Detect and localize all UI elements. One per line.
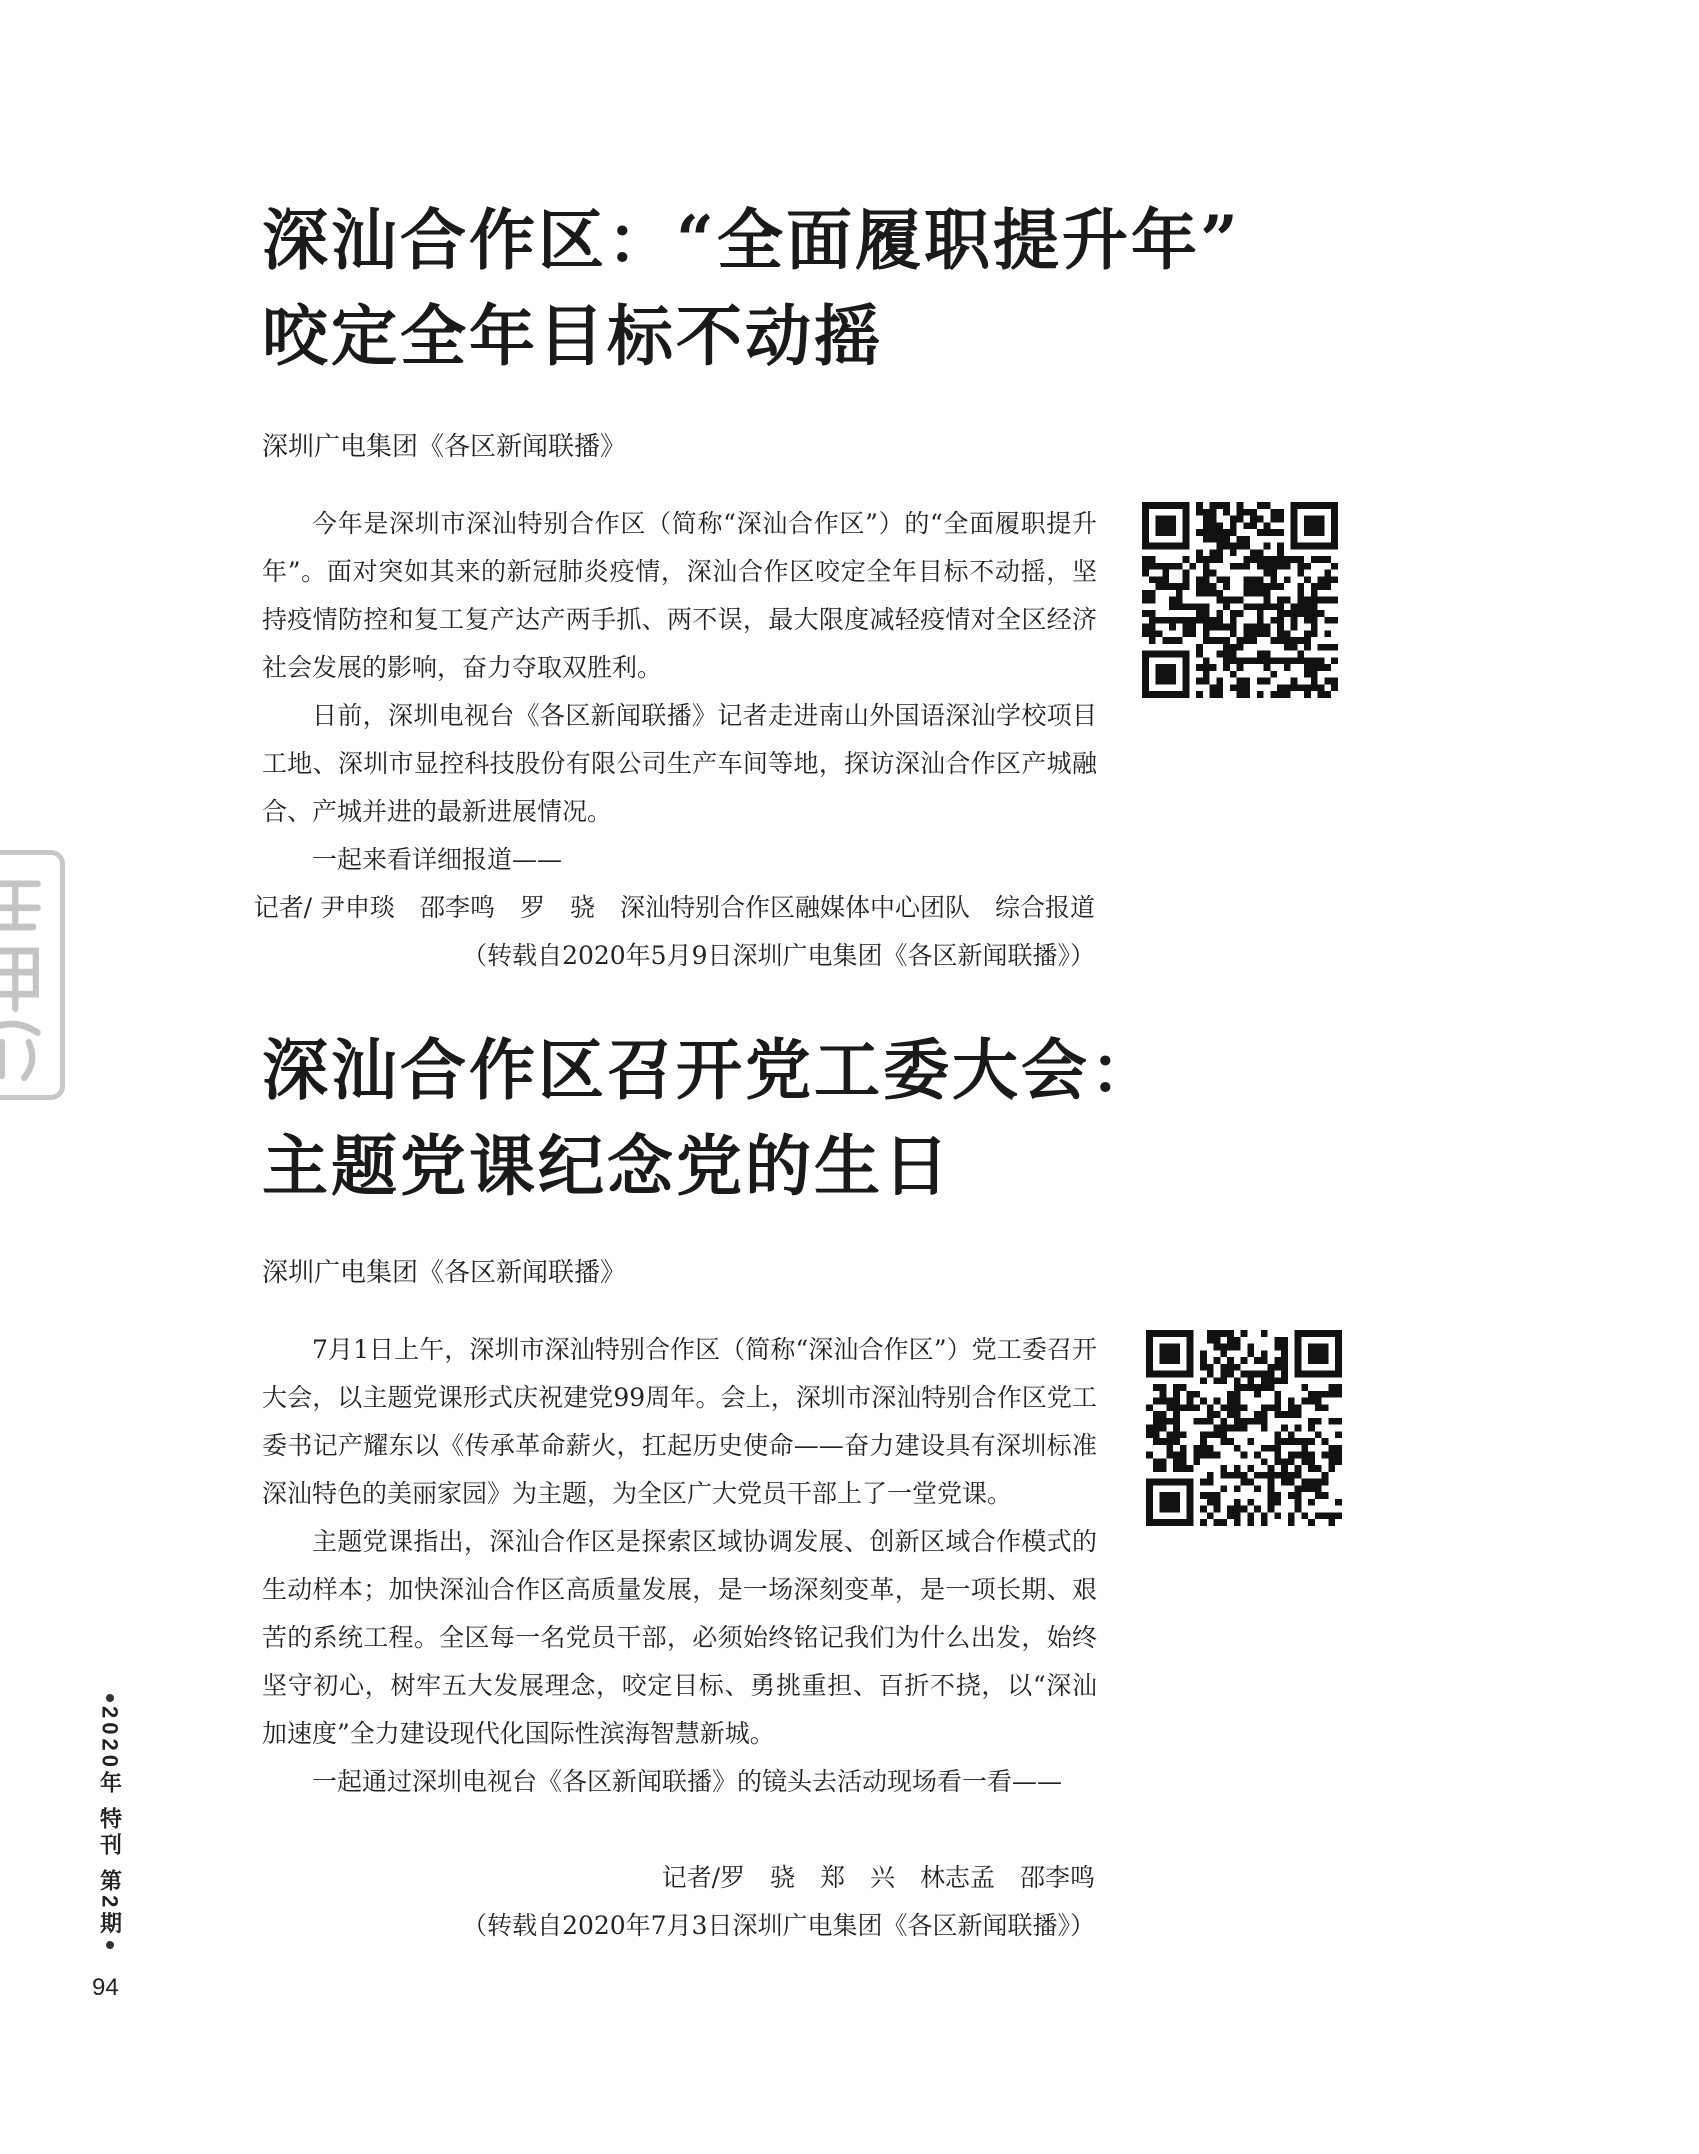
article-1-paragraph-3: 一起来看详细报道—— [312, 845, 563, 874]
article-1-paragraph-2: 日前，深圳电视台《各区新闻联播》记者走进南山外国语深汕学校项目工地、深圳市显控科技股份有限公司生产车间等地，探访深汕合作区产城融合、产城并进的最新进展情况。 [262, 701, 1097, 826]
article-2-title-line-1: 深汕合作区召开党工委大会： [262, 1031, 1159, 1109]
qr-code-icon[interactable] [1142, 502, 1338, 698]
page-number: 94 [92, 1974, 119, 2001]
article-2-reprint-note: （转载自2020年7月3日深圳广电集团《各区新闻联播》） [462, 1911, 1095, 1940]
article-1-title-line-1: 深汕合作区：“全面履职提升年” [262, 201, 1241, 279]
article-2-paragraph-2: 主题党课指出，深汕合作区是探索区域协调发展、创新区域合作模式的生动样本；加快深汕合作区高质量发展，是一场深刻变革，是一项长期、艰苦的系统工程。全区每一名党员干部，必须始终铭记我们为什么出发，始终坚守初心，树牢五大发展理念，咬定目标、勇挑重担、百折不挠，以“深汕加速度”全力建设现代化国际性滨海智慧新城。 [262, 1527, 1097, 1748]
article-1-title-line-2: 咬定全年目标不动摇 [262, 297, 883, 375]
article-2-source: 深圳广电集团《各区新闻联播》 [262, 1258, 627, 1288]
bullet-dot-icon [106, 1941, 114, 1949]
seal-stamp-icon [0, 850, 65, 1100]
qr-code-icon [1142, 502, 1338, 698]
article-2-reporters: 记者/罗 骁 郑 兴 林志孟 邵李鸣 [661, 1863, 1095, 1892]
article-1-source: 深圳广电集团《各区新闻联播》 [262, 432, 627, 462]
article-1-reporters: 记者/ 尹申琰 邵李鸣 罗 骁 深汕特别合作区融媒体中心团队 综合报道 [253, 893, 1095, 922]
article-2-title-line-2: 主题党课纪念党的生日 [262, 1127, 952, 1205]
bullet-dot-icon [106, 1694, 114, 1702]
article-2-paragraph-3: 一起通过深圳电视台《各区新闻联播》的镜头去活动现场看一看—— [312, 1767, 1063, 1796]
article-2-paragraph-1: 7月1日上午，深圳市深汕特别合作区（简称“深汕合作区”）党工委召开大会，以主题党课形式庆祝建党99周年。会上，深圳市深汕特别合作区党工委书记产耀东以《传承革命薪火，扛起历史使命——奋力建设具有深圳标准深汕特色的美丽家园》为主题，为全区广大党员干部上了一堂党课。 [262, 1335, 1097, 1508]
article-1-reprint-note: （转载自2020年5月9日深圳广电集团《各区新闻联播》） [462, 941, 1095, 970]
qr-code-icon[interactable] [1146, 1330, 1342, 1526]
issue-label [95, 1690, 125, 1953]
article-1-paragraph-1: 今年是深圳市深汕特别合作区（简称“深汕合作区”）的“全面履职提升年”。面对突如其来的新冠肺炎疫情，深汕合作区咬定全年目标不动摇，坚持疫情防控和复工复产达产两手抓、两不误，最大限度减轻疫情对全区经济社会发展的影响，奋力夺取双胜利。 [262, 509, 1097, 682]
qr-code-icon [1146, 1330, 1342, 1526]
issue-text: 2020年 特刊 第2期 [97, 1706, 123, 1938]
